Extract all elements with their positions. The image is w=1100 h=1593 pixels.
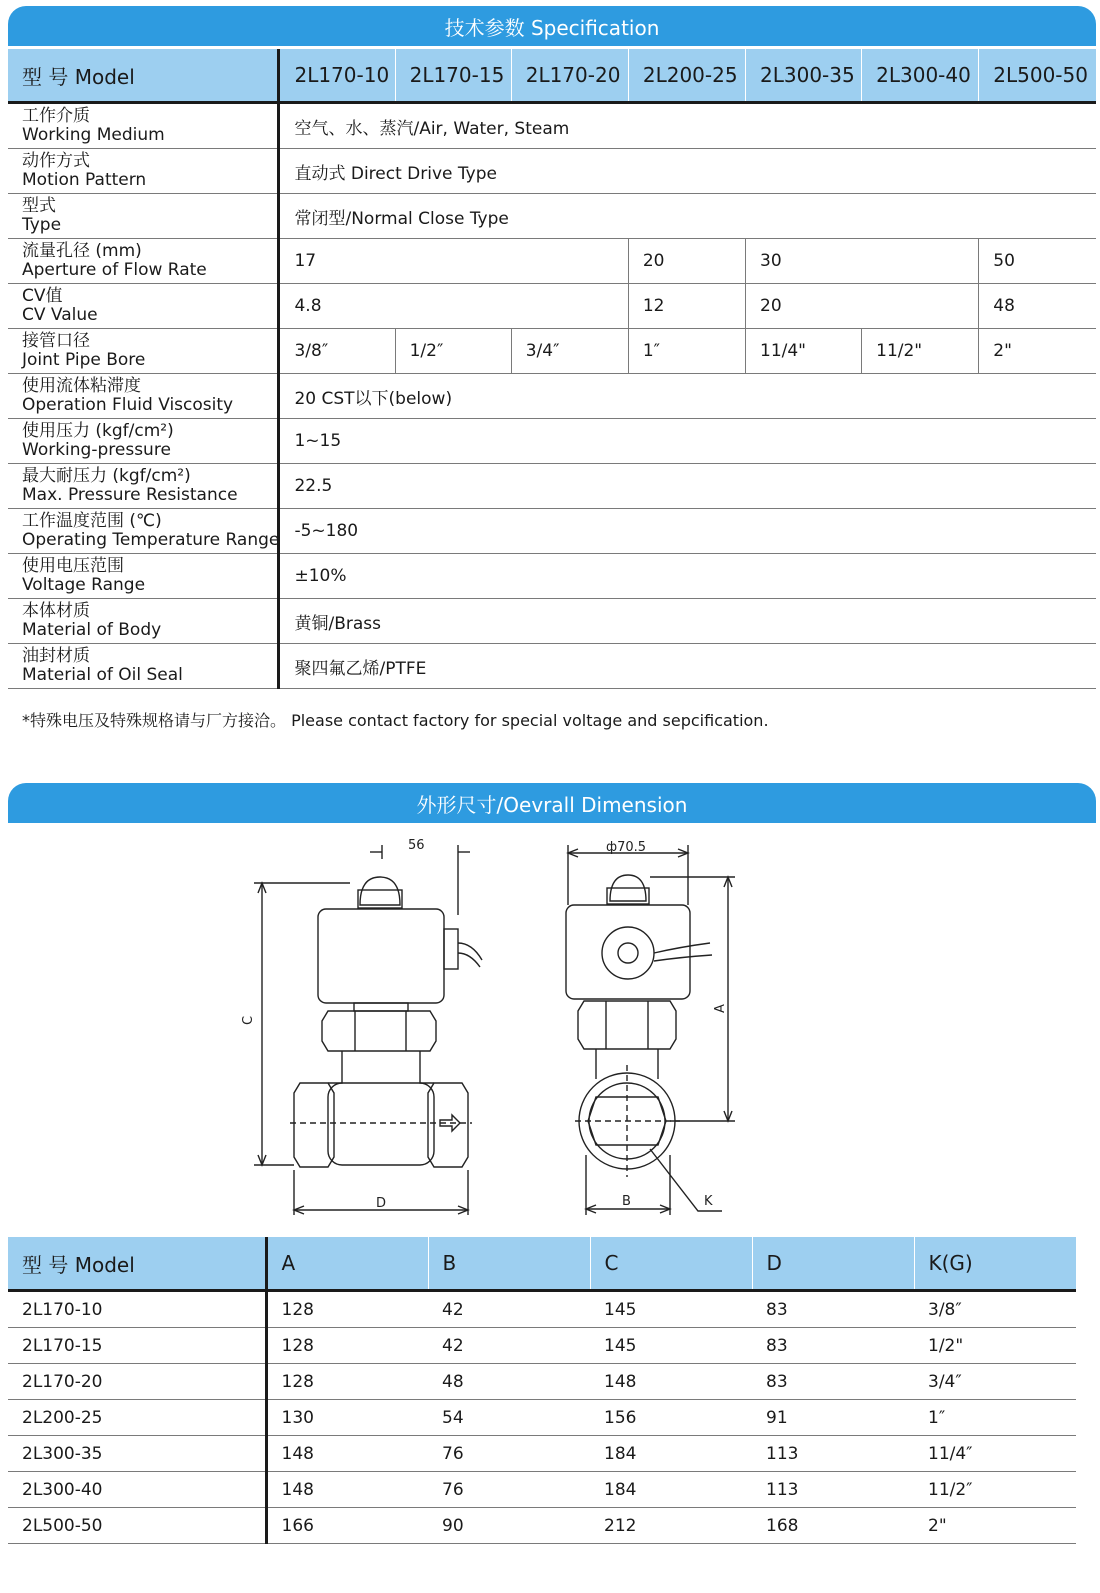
spec-row-seal	[8, 644, 1096, 689]
row-value: -5~180	[279, 509, 1096, 554]
spec-table	[8, 49, 1096, 689]
row-value: 直动式 Direct Drive Type	[279, 149, 1096, 194]
cell-c: 145	[590, 1328, 752, 1364]
row-value: 22.5	[279, 464, 1096, 509]
label-zh: 最大耐压力 (kgf/cm²)	[22, 466, 191, 486]
label-zh: 使用电压范围	[22, 556, 124, 576]
row-value: 常闭型/Normal Close Type	[279, 194, 1096, 239]
table-row	[8, 1508, 1076, 1544]
row-label	[8, 239, 279, 284]
cell-c: 148	[590, 1364, 752, 1400]
spec-model-col: 2L170-20	[511, 49, 628, 103]
row-label	[8, 149, 279, 194]
row-value: 空气、水、蒸汽/Air, Water, Steam	[279, 103, 1096, 149]
dim-col-b: B	[428, 1237, 590, 1291]
row-value: 11/2"	[862, 329, 979, 374]
row-value: 20 CST以下(below)	[279, 374, 1096, 419]
spec-row-body	[8, 599, 1096, 644]
dim-col-c: C	[590, 1237, 752, 1291]
spec-header-row	[8, 49, 1096, 103]
table-row	[8, 1472, 1076, 1508]
row-label	[8, 644, 279, 689]
table-row	[8, 1400, 1076, 1436]
row-label	[8, 194, 279, 239]
dimension-table	[8, 1237, 1076, 1544]
cell-a: 128	[266, 1364, 428, 1400]
label-zh: 接管口径	[22, 331, 90, 351]
spec-banner-title: 技术参数 Specification	[444, 15, 660, 40]
label-zh: 使用流体粘滞度	[22, 376, 141, 396]
label-en: Voltage Range	[22, 575, 146, 595]
spec-model-col: 2L170-15	[395, 49, 511, 103]
label-en: Working Medium	[22, 125, 165, 145]
cell-d: 91	[752, 1400, 914, 1436]
table-row	[8, 1291, 1076, 1328]
label-en: Working-pressure	[22, 440, 171, 460]
cell-b: 42	[428, 1328, 590, 1364]
spec-row-type	[8, 194, 1096, 239]
cell-a: 166	[266, 1508, 428, 1544]
spec-row-pressure	[8, 419, 1096, 464]
dim-b-label: B	[622, 1194, 631, 1209]
row-value: 1″	[628, 329, 745, 374]
cell-k: 2"	[914, 1508, 1076, 1544]
dim-col-k: K(G)	[914, 1237, 1076, 1291]
cell-model: 2L300-40	[8, 1472, 266, 1508]
spec-row-max-pressure	[8, 464, 1096, 509]
label-en: Type	[22, 215, 62, 235]
spec-row-motion	[8, 149, 1096, 194]
dim-c-label: C	[241, 1015, 256, 1025]
cell-b: 48	[428, 1364, 590, 1400]
cell-c: 156	[590, 1400, 752, 1436]
table-row	[8, 1436, 1076, 1472]
spec-banner	[8, 6, 1096, 46]
spec-model-col: 2L500-50	[979, 49, 1096, 103]
cell-c: 184	[590, 1472, 752, 1508]
row-value: 聚四氟乙烯/PTFE	[279, 644, 1096, 689]
spec-row-viscosity	[8, 374, 1096, 419]
label-zh: 型式	[22, 196, 56, 216]
dim-56-label: 56	[408, 838, 425, 853]
row-label	[8, 329, 279, 374]
cell-model: 2L300-35	[8, 1436, 266, 1472]
label-en: Aperture of Flow Rate	[22, 260, 207, 280]
row-value: 12	[628, 284, 745, 329]
cell-k: 11/4″	[914, 1436, 1076, 1472]
dim-col-model: 型 号 Model	[8, 1237, 266, 1291]
dim-header-row	[8, 1237, 1076, 1291]
label-en: Material of Oil Seal	[22, 665, 183, 685]
cell-d: 83	[752, 1291, 914, 1328]
cell-model: 2L200-25	[8, 1400, 266, 1436]
cell-k: 3/4″	[914, 1364, 1076, 1400]
spec-model-col: 2L200-25	[628, 49, 745, 103]
row-value: 17	[279, 239, 628, 284]
row-value: 2"	[979, 329, 1096, 374]
dim-d-label: D	[376, 1196, 387, 1211]
cell-a: 148	[266, 1436, 428, 1472]
cell-d: 83	[752, 1328, 914, 1364]
spec-row-voltage	[8, 554, 1096, 599]
cell-b: 90	[428, 1508, 590, 1544]
label-zh: 工作介质	[22, 106, 90, 126]
cell-d: 83	[752, 1364, 914, 1400]
row-value: 30	[746, 239, 979, 284]
spec-model-label: 型 号 Model	[8, 49, 279, 103]
label-en: Operation Fluid Viscosity	[22, 395, 234, 415]
cell-a: 128	[266, 1291, 428, 1328]
dim-col-a: A	[266, 1237, 428, 1291]
cell-d: 168	[752, 1508, 914, 1544]
cell-c: 212	[590, 1508, 752, 1544]
cell-b: 76	[428, 1472, 590, 1508]
table-row	[8, 1328, 1076, 1364]
special-note: *特殊电压及特殊规格请与厂方接洽。 Please contact factory for special voltage and sepcification.	[22, 711, 769, 730]
spec-model-col: 2L300-40	[862, 49, 979, 103]
label-zh: CV值	[22, 286, 63, 306]
label-zh: 流量孔径 (mm)	[22, 241, 142, 261]
row-value: 3/8″	[279, 329, 395, 374]
cell-model: 2L170-10	[8, 1291, 266, 1328]
cell-k: 3/8″	[914, 1291, 1076, 1328]
cell-c: 184	[590, 1436, 752, 1472]
label-zh: 使用压力 (kgf/cm²)	[22, 421, 174, 441]
row-value: ±10%	[279, 554, 1096, 599]
row-label	[8, 464, 279, 509]
cell-k: 1″	[914, 1400, 1076, 1436]
row-value: 20	[628, 239, 745, 284]
cell-k: 11/2″	[914, 1472, 1076, 1508]
dim-phi-label: ф70.5	[606, 840, 647, 855]
spec-row-bore	[8, 329, 1096, 374]
row-label	[8, 554, 279, 599]
row-value: 11/4"	[746, 329, 862, 374]
row-value: 黄铜/Brass	[279, 599, 1096, 644]
cell-b: 54	[428, 1400, 590, 1436]
cell-c: 145	[590, 1291, 752, 1328]
table-row	[8, 1364, 1076, 1400]
cell-d: 113	[752, 1436, 914, 1472]
label-zh: 工作温度范围 (℃)	[22, 511, 162, 531]
dim-col-d: D	[752, 1237, 914, 1291]
spec-row-medium	[8, 103, 1096, 149]
row-value: 4.8	[279, 284, 628, 329]
dimension-banner-title: 外形尺寸/Oevrall Dimension	[416, 792, 688, 817]
row-label	[8, 284, 279, 329]
cell-b: 42	[428, 1291, 590, 1328]
cell-b: 76	[428, 1436, 590, 1472]
cell-a: 128	[266, 1328, 428, 1364]
spec-row-cv	[8, 284, 1096, 329]
label-en: Operating Temperature Range	[22, 530, 280, 550]
cell-model: 2L170-20	[8, 1364, 266, 1400]
label-zh: 本体材质	[22, 601, 90, 621]
spec-row-temperature	[8, 509, 1096, 554]
row-label	[8, 509, 279, 554]
label-en: Material of Body	[22, 620, 162, 640]
cell-a: 130	[266, 1400, 428, 1436]
row-value: 1/2″	[395, 329, 511, 374]
row-value: 50	[979, 239, 1096, 284]
row-label	[8, 374, 279, 419]
label-zh: 油封材质	[22, 646, 90, 666]
row-value: 1~15	[279, 419, 1096, 464]
row-label	[8, 103, 279, 149]
spec-model-col: 2L170-10	[279, 49, 395, 103]
label-zh: 动作方式	[22, 151, 90, 171]
label-en: Motion Pattern	[22, 170, 147, 190]
spec-model-col: 2L300-35	[746, 49, 862, 103]
row-value: 3/4″	[511, 329, 628, 374]
cell-model: 2L500-50	[8, 1508, 266, 1544]
cell-d: 113	[752, 1472, 914, 1508]
cell-model: 2L170-15	[8, 1328, 266, 1364]
dim-a-label: A	[713, 1004, 728, 1013]
dimension-banner	[8, 783, 1096, 823]
spec-row-aperture	[8, 239, 1096, 284]
row-value: 48	[979, 284, 1096, 329]
row-label	[8, 419, 279, 464]
label-en: Max. Pressure Resistance	[22, 485, 238, 505]
label-en: CV Value	[22, 305, 98, 325]
front-view	[566, 840, 735, 1215]
dim-k-label: K	[704, 1194, 713, 1209]
valve-dimension-drawing	[230, 825, 750, 1220]
side-view	[241, 838, 482, 1215]
row-value: 20	[746, 284, 979, 329]
cell-k: 1/2"	[914, 1328, 1076, 1364]
label-en: Joint Pipe Bore	[22, 350, 146, 370]
row-label	[8, 599, 279, 644]
cell-a: 148	[266, 1472, 428, 1508]
